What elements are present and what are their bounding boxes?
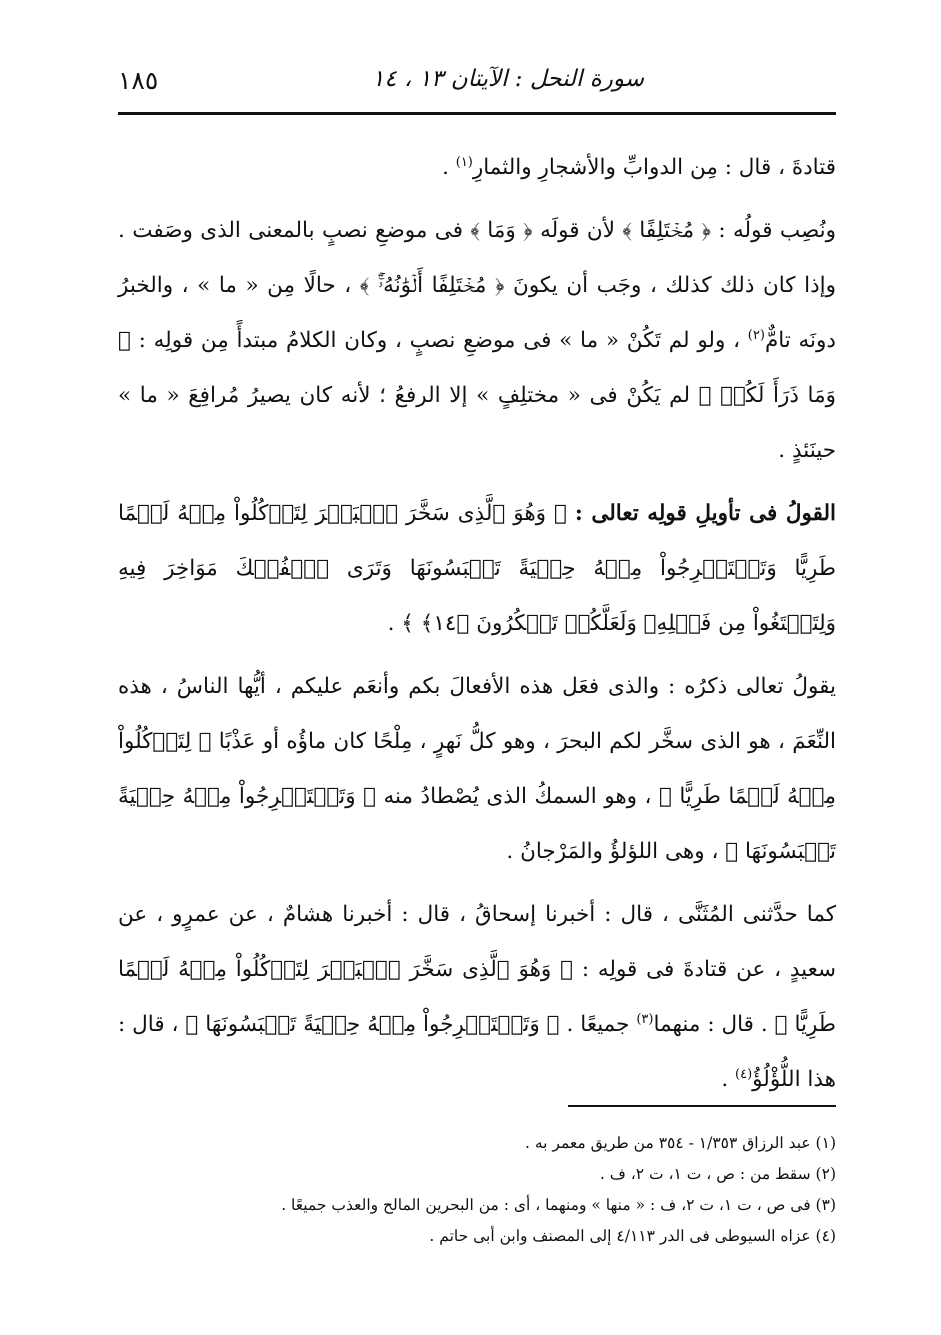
header-rule <box>118 112 836 115</box>
main-text <box>118 140 836 1107</box>
page-header <box>118 62 836 102</box>
footnote: (١) عبد الرزاق ١/٣٥٣ - ٣٥٤ من طريق معمر به . <box>524 1134 836 1152</box>
footnote-ref: (٤) <box>735 1066 753 1082</box>
footnote: (٢) سقط من : ص ، ت ١، ت ٢، ف . <box>599 1165 836 1183</box>
paragraph: ونُصِب قولُه : ﴿ مُخۡتَلِفًا ﴾ لأن قولَه ﴿ وَمَا ﴾ فى موضعِ نصبٍ بالمعنى الذى وصَفت . وإذا كان ذلك كذلك ، وجَب أن يكونَ ﴿ مُخۡتَلِفًا أَلۡوَٰنُهُۥٓۚ ﴾ ، حالًا مِن « ما » ، والخبرُ دونَه تامٌّ$^{(٢)}$ ، ولو لم تَكُنْ « ما » فى موضعِ نصبٍ ، وكان الكلامُ مبتدأً مِن قولِه : ﴿ وَمَا ذَرَأَ لَكُمۡ ﴾ لم يَكُنْ فى « مختلِفٍ » إلا الرفعُ ؛ لأنه كان يصيرُ مُرافِعَ « ما » حينَئذٍ . <box>118 218 836 463</box>
paragraph: قتادةَ ، قال : مِن الدوابِّ والأشجارِ والثمارِ$^{(١)}$ . <box>442 154 836 180</box>
footnote: (٣) فى ص ، ت ١، ت ٢، ف : « منها » ومنهما ، أى : من البحرين المالح والعذب جميعًا . <box>281 1196 836 1214</box>
footnote-ref: (٢) <box>747 327 765 343</box>
footnotes <box>118 1128 836 1252</box>
paragraph: كما حدَّثنى المُثَنَّى ، قال : أخبرنا إسحاقُ ، قال : أخبرنا هشامٌ ، عن عمرٍو ، عن سعيدٍ ، عن قتادةَ فى قولِه : ﴿ وَهُوَ ٱلَّذِى سَخَّرَ ٱلۡبَحۡرَ لِتَأۡكُلُواْ مِنۡهُ لَحۡمًا طَرِيًّا ﴾ . قال : منهما$^{(٣)}$ جميعًا . ﴿ وَتَسۡتَخۡرِجُواْ مِنۡهُ حِلۡيَةً تَلۡبَسُونَهَا ﴾ ، قال : هذا اللُّؤْلُؤُ$^{(٤)}$ . <box>118 902 836 1092</box>
page-number: ١٨٥ <box>118 66 159 95</box>
footnote-ref: (١) <box>455 154 473 170</box>
footnote-separator <box>568 1105 836 1107</box>
running-title: سورة النحل : الآيتان ١٣ ، ١٤ <box>371 66 645 92</box>
footnote-ref: (٣) <box>636 1011 654 1027</box>
footnote: (٤) عزاه السيوطى فى الدر ٤/١١٣ إلى المصنف وابن أبى حاتم . <box>429 1227 836 1245</box>
section-heading: القولُ فى تأويلِ قولِه تعالى : <box>574 501 836 526</box>
verse-heading-paragraph: القولُ فى تأويلِ قولِه تعالى : ﴿ وَهُوَ ٱلَّذِى سَخَّرَ ٱلۡبَحۡرَ لِتَأۡكُلُواْ مِنۡهُ لَحۡمًا طَرِيًّا وَتَسۡتَخۡرِجُواْ مِنۡهُ حِلۡيَةً تَلۡبَسُونَهَا وَتَرَى ٱلۡفُلۡكَ مَوَاخِرَ فِيهِ وَلِتَبۡتَغُواْ مِن فَضۡلِهِۦ وَلَعَلَّكُمۡ تَشۡكُرُونَ ﴿١٤﴾ ﴾ . <box>118 501 836 636</box>
paragraph: يقولُ تعالى ذكرُه : والذى فعَل هذه الأفعالَ بكم وأنعَم عليكم ، أيُّها الناسُ ، هذه النِّعَمَ ، هو الذى سخَّر لكم البحرَ ، وهو كلُّ نَهرٍ ، مِلْحًا كان ماؤُه أو عَذْبًا ﴿ لِتَأۡكُلُواْ مِنۡهُ لَحۡمًا طَرِيًّا ﴾ ، وهو السمكُ الذى يُصْطادُ منه ﴿ وَتَسۡتَخۡرِجُواْ مِنۡهُ حِلۡيَةً تَلۡبَسُونَهَا ﴾ ، وهى اللؤلؤُ والمَرْجانُ . <box>118 674 836 864</box>
